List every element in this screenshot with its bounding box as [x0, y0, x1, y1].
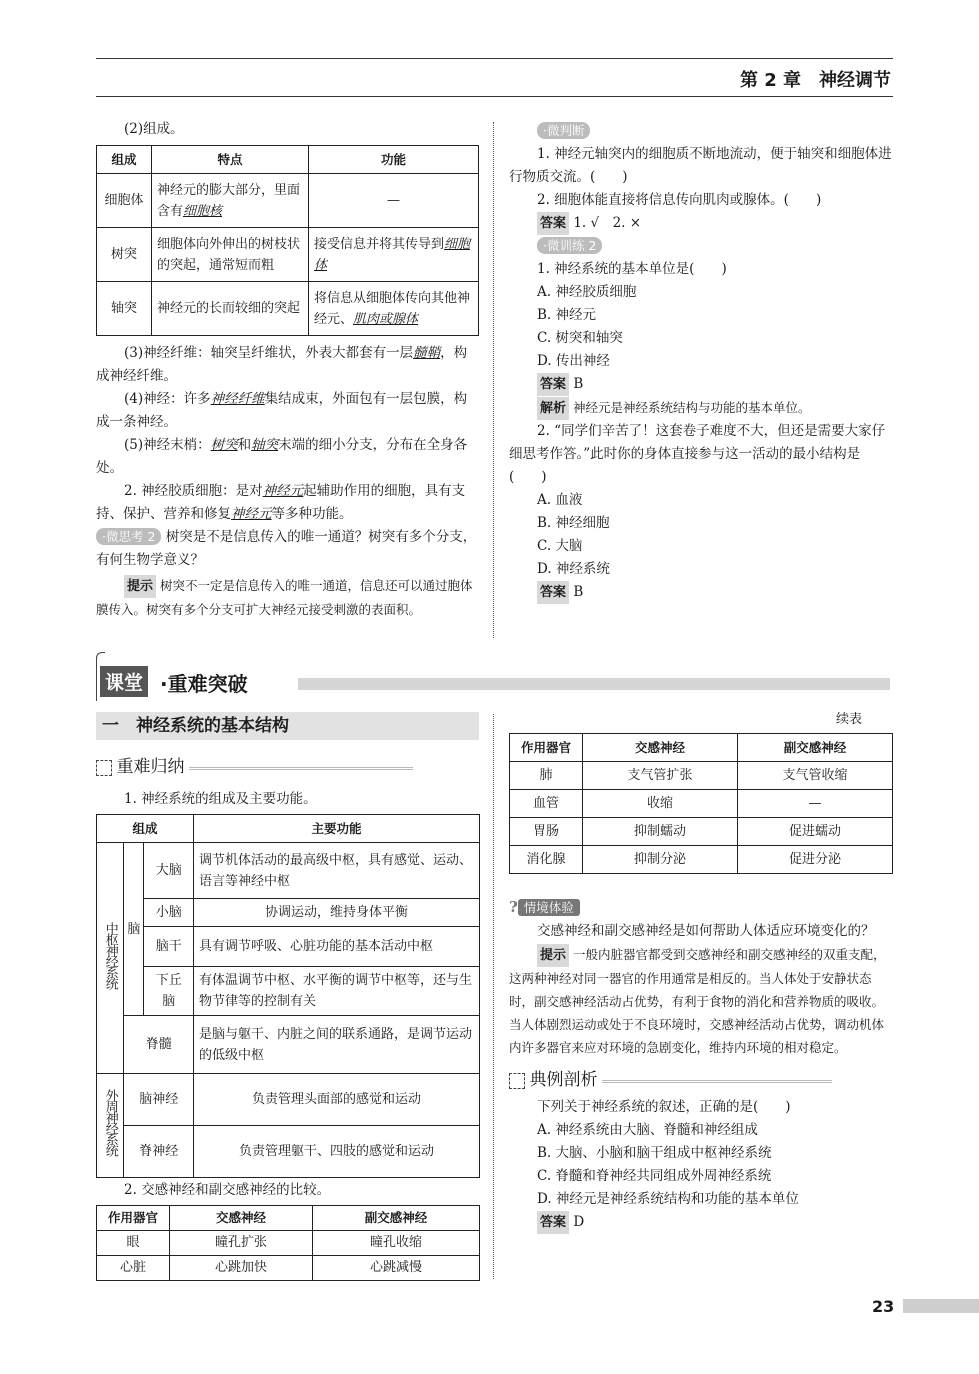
table-header: 组成 — [97, 146, 152, 174]
table-row — [510, 846, 893, 874]
pns-label: 外周神经系统 — [97, 1074, 124, 1178]
judge-answer: 答案 1. √ 2. × — [509, 212, 893, 235]
brain-label: 脑 — [124, 843, 144, 1016]
table2-title: 1. 神经系统的组成及主要功能。 — [124, 791, 317, 807]
table-header: 交感神经 — [170, 1206, 313, 1231]
table-header: 副交感神经 — [738, 734, 893, 762]
cell-organ: 胃肠 — [510, 818, 583, 846]
subheading-summary: 重难归纳 — [96, 752, 436, 777]
cell-organ: 消化腺 — [510, 846, 583, 874]
nervous-system-table — [96, 814, 480, 1178]
cell-function: 负责管理躯干、四肢的感觉和运动 — [194, 1126, 480, 1178]
cell-sympathetic: 心跳加快 — [170, 1256, 313, 1281]
cell-sympathetic: 收缩 — [583, 790, 738, 818]
option: D. 传出神经 — [537, 353, 610, 369]
cell-parasympathetic: 瞳孔收缩 — [313, 1231, 480, 1256]
table-row — [97, 282, 479, 336]
judge-tag: ·微判断 — [537, 122, 590, 139]
cell-sympathetic: 抑制蠕动 — [583, 818, 738, 846]
option: C. 树突和轴突 — [537, 330, 623, 346]
cell-feature: 细胞体向外伸出的树枝状的突起，通常短而粗 — [152, 228, 309, 282]
option: A. 血液 — [537, 492, 583, 508]
continued-label: 续表 — [836, 712, 863, 727]
cell-name: 下丘脑 — [144, 967, 194, 1016]
header-rule-top — [96, 58, 893, 59]
cell-name: 大脑 — [144, 843, 194, 899]
chapter-title: 第 2 章 神经调节 — [739, 70, 891, 91]
cell-organ: 眼 — [97, 1231, 170, 1256]
cell-parasympathetic: 支气管收缩 — [738, 762, 893, 790]
option: C. 大脑 — [537, 538, 583, 554]
cell-function: 调节机体活动的最高级中枢，具有感觉、运动、语言等神经中枢 — [194, 843, 480, 899]
judge-item-1: 1. 神经元轴突内的细胞质不断地流动，便于轴突和细胞体进行物质交流。( ) — [509, 146, 892, 185]
cell-name: 轴突 — [97, 282, 152, 336]
box-icon — [96, 760, 112, 776]
table-row — [510, 762, 893, 790]
right-top-column — [509, 120, 893, 604]
cell-organ: 肺 — [510, 762, 583, 790]
question-2: 2. “同学们辛苦了！这套卷子难度不大，但还是需要大家仔细思考作答。”此时你的身体直接参与这一活动的最小结构是( ) — [509, 423, 886, 485]
table-header: 功能 — [309, 146, 479, 174]
paragraph-nerve: (4)神经：许多神经纤维集结成束，外面包有一层包膜，构成一条神经。 — [96, 391, 468, 430]
cell-name: 细胞体 — [97, 174, 152, 228]
header-rule-bottom — [96, 96, 893, 97]
cell-parasympathetic: 心跳减慢 — [313, 1256, 480, 1281]
paragraph-glial-cell: 2. 神经胶质细胞：是对神经元起辅助作用的细胞，具有支持、保护、营养和修复神经元等多种功能。 — [96, 483, 466, 522]
cell-function: 协调运动，维持身体平衡 — [194, 899, 480, 927]
option: D. 神经元是神经系统结构和功能的基本单位 — [537, 1191, 799, 1207]
think-hint: 提示 树突不一定是信息传入的唯一通道，信息还可以通过胞体膜传入。树突有多个分支可扩大神经元接受刺激的表面积。 — [96, 574, 480, 621]
train-tag: ·微训练 2 — [537, 237, 602, 254]
cell-name: 脑干 — [144, 927, 194, 967]
section-bar — [298, 678, 890, 690]
experience-hint: 提示 一般内脏器官都受到交感神经和副交感神经的双重支配，这两种神经对同一器官的作用通常是相反的。当人体处于安静状态时，副交感神经活动占优势，有利于食物的消化和营养物质的吸收。当人体剧烈运动或处于不良环境时，交感神经活动占优势，调动机体内许多器官来应对环境的急剧变化，维持内环境的相对稳定。 — [509, 943, 893, 1059]
table-header: 组成 — [97, 815, 194, 843]
question-mark-icon: ? — [509, 898, 518, 916]
cell-name: 脊神经 — [124, 1126, 194, 1178]
table-header: 主要功能 — [194, 815, 480, 843]
page-bar — [903, 1299, 979, 1313]
cell-name: 脑神经 — [124, 1074, 194, 1126]
cell-function: 负责管理头面部的感觉和运动 — [194, 1074, 480, 1126]
option: B. 神经细胞 — [537, 515, 610, 531]
subheading-example: 典例剖析 — [509, 1065, 893, 1090]
explain-1: 解析 神经元是神经系统结构与功能的基本单位。 — [509, 396, 893, 420]
heading-structure: 一 神经系统的基本结构 — [96, 712, 479, 740]
option: D. 神经系统 — [537, 561, 610, 577]
table-header: 交感神经 — [583, 734, 738, 762]
table-header: 作用器官 — [510, 734, 583, 762]
table-header: 特点 — [152, 146, 309, 174]
cell-function: 将信息从细胞体传向其他神经元、肌肉或腺体 — [309, 282, 479, 336]
cell-name: 小脑 — [144, 899, 194, 927]
answer-2: 答案 B — [509, 581, 893, 604]
cell-function: 具有调节呼吸、心脏功能的基本活动中枢 — [194, 927, 480, 967]
cell-name: 树突 — [97, 228, 152, 282]
experience-question: 交感神经和副交感神经是如何帮助人体适应环境变化的？ — [537, 923, 875, 939]
cell-organ: 心脏 — [97, 1256, 170, 1281]
table-row — [97, 1256, 480, 1281]
autonomic-table — [96, 1205, 480, 1281]
table-row — [510, 790, 893, 818]
right-bottom-column — [509, 896, 893, 1234]
cell-feature: 神经元的膨大部分，里面含有细胞核 — [152, 174, 309, 228]
experience-heading: ? 情境体验 — [509, 896, 893, 920]
think-tag: ·微思考 2 — [96, 528, 161, 545]
cell-organ: 血管 — [510, 790, 583, 818]
cell-sympathetic: 支气管扩张 — [583, 762, 738, 790]
cell-feature: 神经元的长而较细的突起 — [152, 282, 309, 336]
table-header: 副交感神经 — [313, 1206, 480, 1231]
paragraph-nerve-fiber: (3)神经纤维：轴突呈纤维状，外表大都套有一层髓鞘，构成神经纤维。 — [96, 345, 468, 384]
column-divider-bottom — [493, 714, 494, 1279]
table-row — [97, 1231, 480, 1256]
cell-function: — — [309, 174, 479, 228]
question-1: 1. 神经系统的基本单位是( ) — [537, 261, 727, 277]
option: A. 神经胶质细胞 — [537, 284, 637, 300]
cell-parasympathetic: 促进蠕动 — [738, 818, 893, 846]
example-question: 下列关于神经系统的叙述，正确的是( ) — [537, 1099, 791, 1115]
answer-1: 答案 B — [509, 373, 893, 396]
example-answer: 答案 D — [509, 1211, 893, 1234]
table-row — [97, 174, 479, 228]
table-header: 作用器官 — [97, 1206, 170, 1231]
cns-label: 中枢神经系统 — [97, 843, 124, 1074]
cell-function: 接受信息并将其传导到细胞体 — [309, 228, 479, 282]
cell-name: 脊髓 — [124, 1016, 194, 1074]
table-row — [97, 228, 479, 282]
cell-sympathetic: 瞳孔扩张 — [170, 1231, 313, 1256]
box-icon — [509, 1073, 525, 1089]
table-row — [510, 818, 893, 846]
option: A. 神经系统由大脑、脊髓和神经组成 — [537, 1122, 758, 1138]
cell-function: 有体温调节中枢、水平衡的调节中枢等，还与生物节律等的控制有关 — [194, 967, 480, 1016]
cell-function: 是脑与躯干、内脏之间的联系通路，是调节运动的低级中枢 — [194, 1016, 480, 1074]
section-tag: 课堂 — [100, 666, 148, 697]
cell-parasympathetic: 促进分泌 — [738, 846, 893, 874]
intro-text: (2)组成。 — [124, 121, 184, 137]
neuron-structure-table — [96, 145, 479, 336]
autonomic-table-continued — [509, 733, 893, 874]
option: C. 脊髓和脊神经共同组成外周神经系统 — [537, 1168, 772, 1184]
option: B. 大脑、小脑和脑干组成中枢神经系统 — [537, 1145, 772, 1161]
think-question: ·微思考 2 树突是不是信息传入的唯一通道？树突有多个分支，有何生物学意义？ — [96, 529, 477, 568]
column-divider-top — [493, 122, 494, 638]
option: B. 神经元 — [537, 307, 597, 323]
left-top-column — [96, 118, 480, 621]
judge-item-2: 2. 细胞体能直接将信息传向肌肉或腺体。( ) — [537, 192, 822, 208]
section-title: ·重难突破 — [160, 672, 248, 696]
cell-sympathetic: 抑制分泌 — [583, 846, 738, 874]
page-number: 23 — [872, 1297, 895, 1316]
cell-parasympathetic: — — [738, 790, 893, 818]
paragraph-nerve-ending: (5)神经末梢：树突和轴突末端的细小分支，分布在全身各处。 — [96, 437, 468, 476]
table3-title: 2. 交感神经和副交感神经的比较。 — [124, 1182, 331, 1198]
